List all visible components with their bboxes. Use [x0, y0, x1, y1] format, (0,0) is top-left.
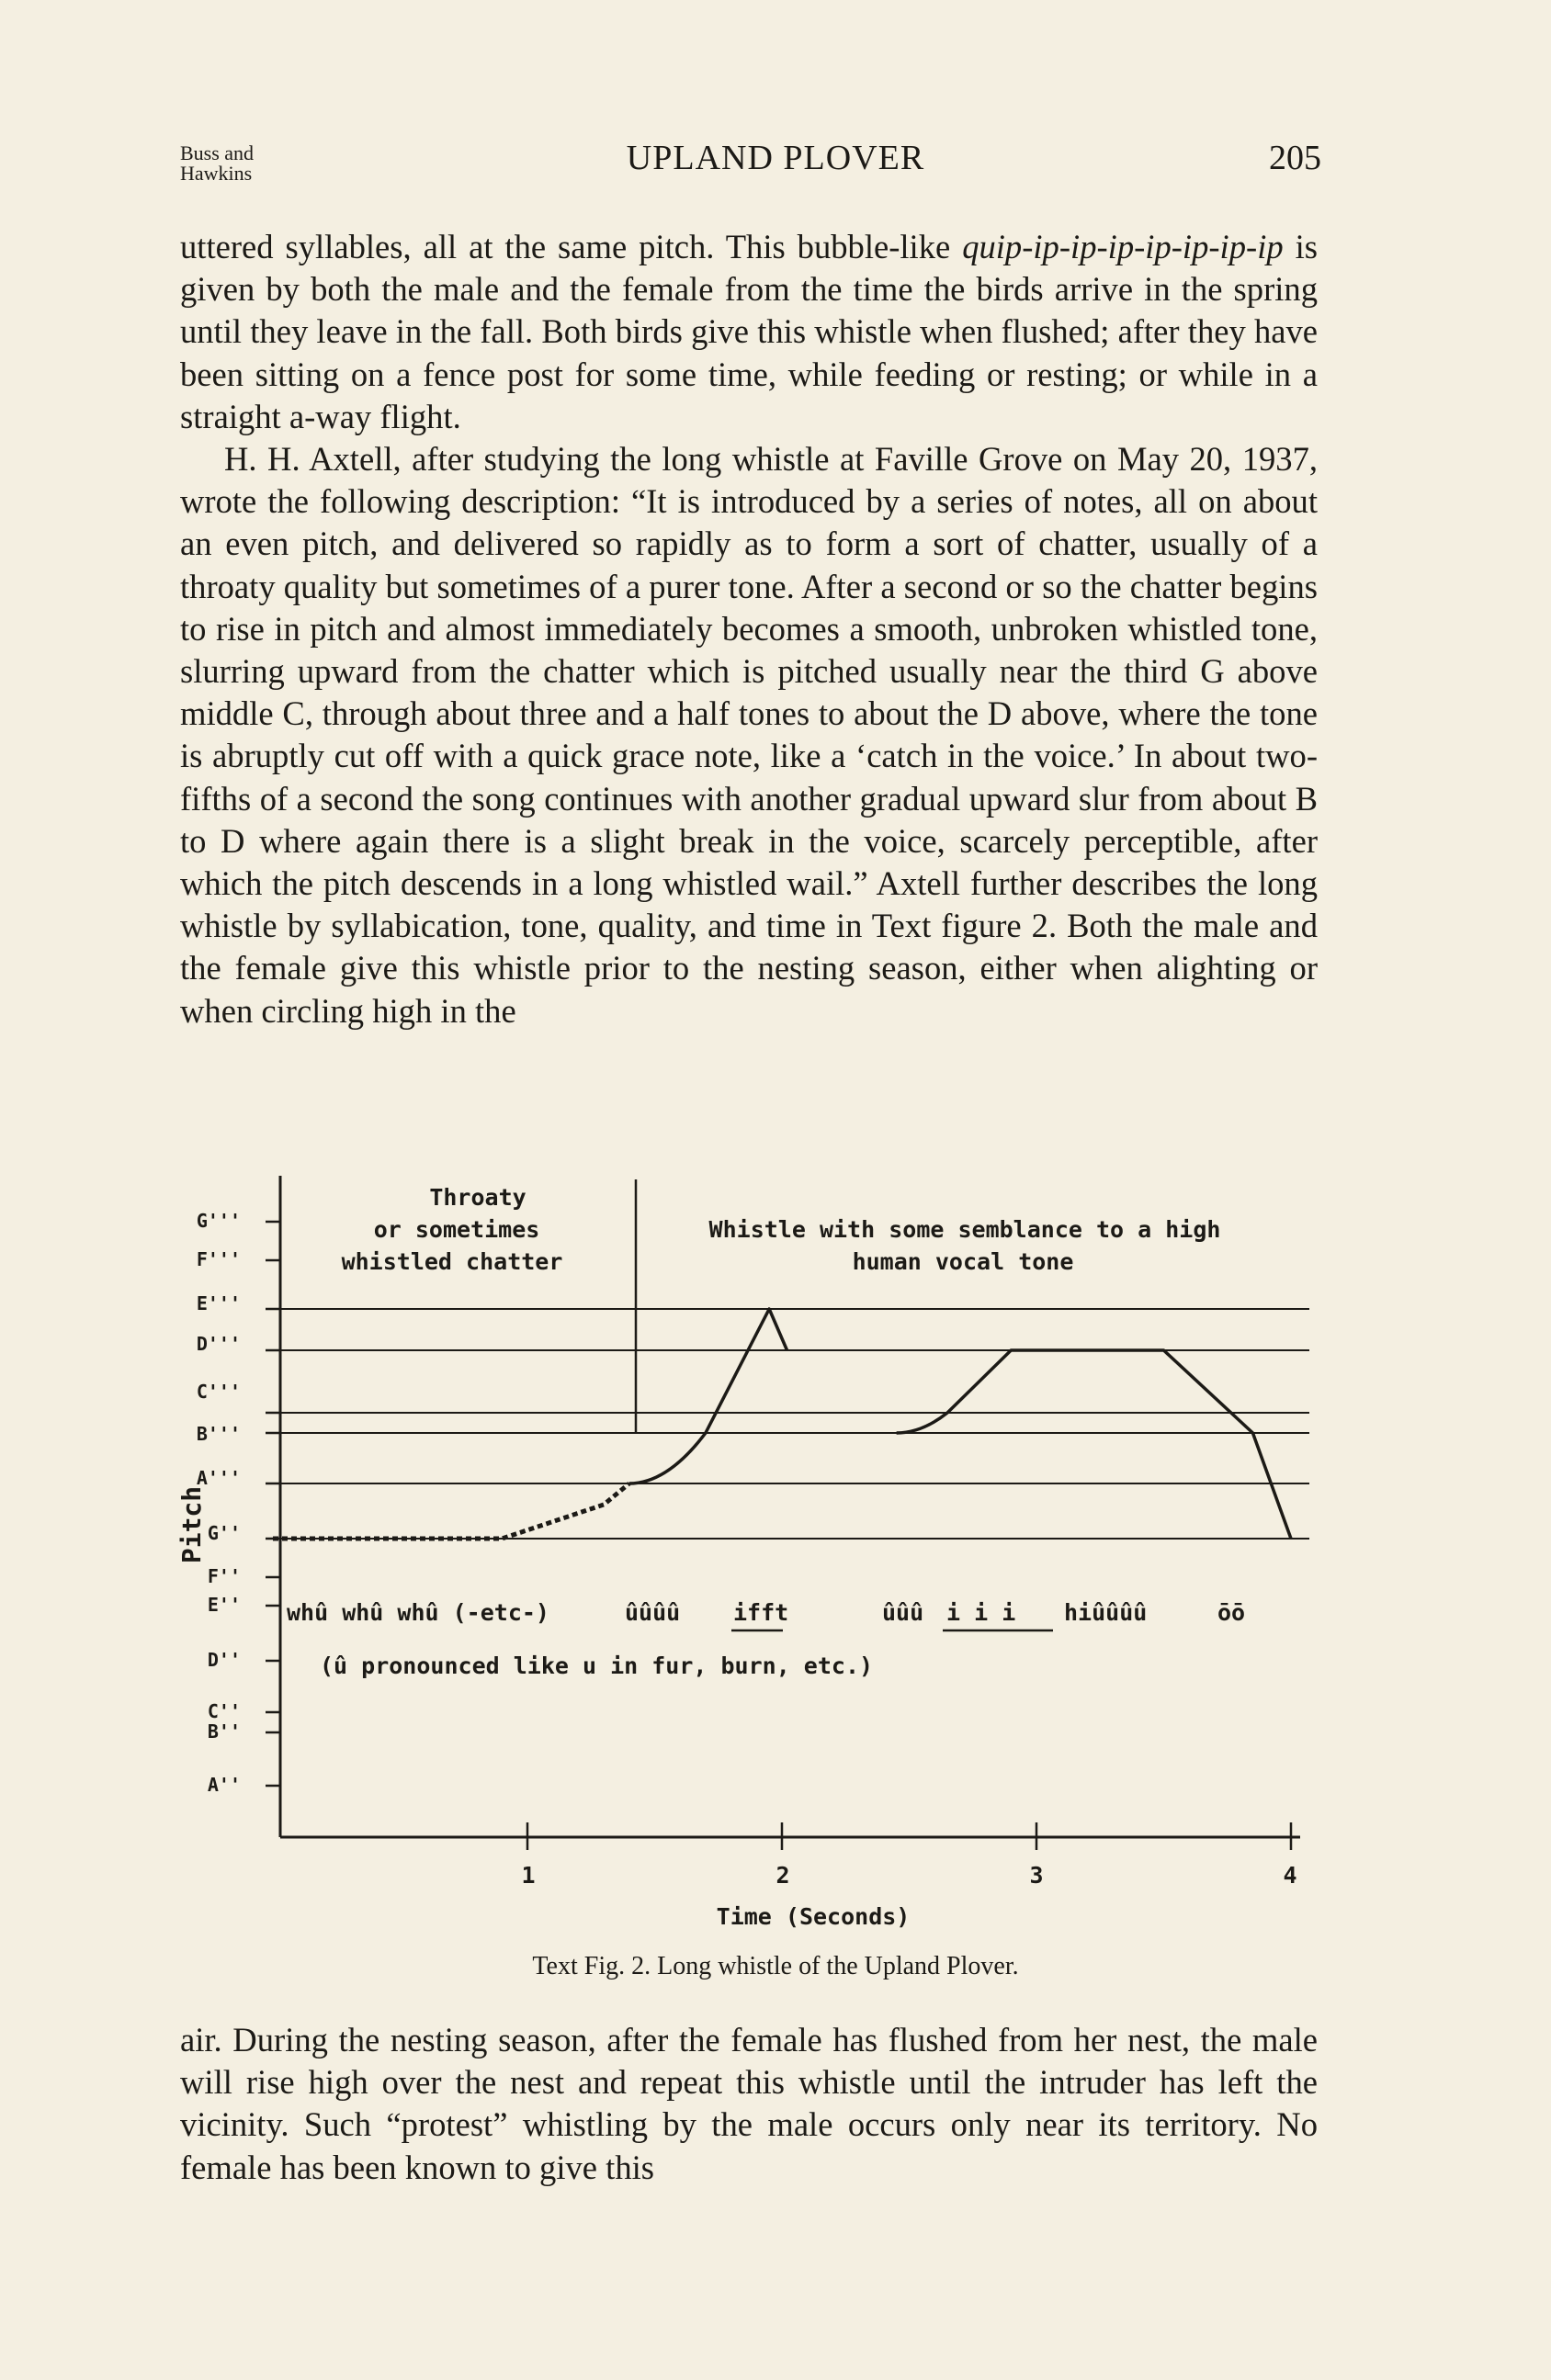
box2-line-1: Whistle with some semblance to a high — [708, 1216, 1221, 1243]
pitch-label-a3: A''' — [196, 1467, 241, 1489]
syllables-7: ōō — [1217, 1599, 1246, 1626]
pitch-label-c3: C''' — [196, 1381, 241, 1403]
x-axis-title: Time (Seconds) — [716, 1903, 911, 1930]
authors-line-1: Buss and — [180, 141, 255, 164]
pitch-label-b3: B''' — [196, 1423, 241, 1445]
syllables-5: i i i — [946, 1599, 1016, 1626]
pitch-label-b2: B'' — [207, 1720, 241, 1743]
pitch-label-d2: D'' — [207, 1649, 241, 1671]
figure-long-whistle — [0, 1167, 1551, 1993]
pitch-label-g3: G''' — [196, 1210, 241, 1232]
box2-line-2: human vocal tone — [852, 1248, 1074, 1275]
body-text-top — [180, 226, 1318, 1032]
pitch-label-f3: F''' — [196, 1248, 241, 1270]
box1-line-3: whistled chatter — [341, 1248, 563, 1275]
x-tick-label-4: 4 — [1283, 1862, 1297, 1889]
authors-line-2: Hawkins — [180, 162, 253, 185]
pitch-label-e2: E'' — [207, 1594, 241, 1616]
x-tick-label-1: 1 — [521, 1862, 536, 1889]
pitch-label-f2: F'' — [207, 1565, 241, 1587]
paragraph-3: air. During the nesting season, after the female has flushed from her nest, the male will rise high over the nest and repeat this whistle until the intruder has left the vicinity. Such “protest” whistling by the male occurs only near its territory. No female has been known to give this — [180, 2021, 1318, 2186]
box1-line-2: or sometimes — [373, 1216, 540, 1243]
pitch-curve-3 — [897, 1350, 1291, 1539]
paragraph-2: H. H. Axtell, after studying the long whistle at Faville Grove on May 20, 1937, wrote the following description: “It is introduced by a series of notes, all on about an even pitch, and delivered so rapidly as to form a sort of chatter, usually of a throaty quality but sometimes of a purer tone. After a second or so the chatter begins to rise in pitch and almost immediately becomes a smooth, unbroken whistled tone, slurring upward from the chatter which is pitched usually near the third G above middle C, through about three and a half tones to about the D above, where the tone is abruptly cut off with a quick grace note, like a ‘catch in the voice.’ In about two-fifths of a second the song continues with another gradual upward slur from about B to D where again there is a slight break in the voice, scarcely perceptible, after which the pitch descends in a long whistled wail.” Axtell further describes the long whistle by syllabication, tone, quality, and time in Text figure 2. Both the male and the female give this whistle prior to the nesting season, either when alighting or when circling high in the — [180, 440, 1318, 1030]
y-axis-title: Pitch — [176, 1485, 207, 1564]
box1-line-1: Throaty — [429, 1184, 526, 1211]
pitch-label-a2: A'' — [207, 1774, 241, 1796]
paragraph-1-italic: quip-ip-ip-ip-ip-ip-ip-ip — [962, 228, 1284, 265]
pronunciation-note: (û pronounced like u in fur, burn, etc.) — [320, 1652, 874, 1679]
pitch-curve-1 — [273, 1483, 629, 1539]
syllables-3: ifft — [733, 1599, 789, 1626]
pitch-label-c2: C'' — [207, 1700, 241, 1722]
syllables-4: ûûû — [882, 1599, 924, 1626]
pitch-label-g2: G'' — [207, 1522, 241, 1544]
body-text-bottom — [180, 2019, 1318, 2189]
syllables-6: hiûûûû — [1064, 1599, 1148, 1626]
paragraph-1-text-a: uttered syllables, all at the same pitch. This bubble-like — [180, 228, 963, 265]
pitch-time-chart — [0, 1167, 1551, 1993]
pitch-label-e3: E''' — [196, 1292, 241, 1314]
pitch-curve-2 — [629, 1309, 787, 1483]
page-number: 205 — [1269, 139, 1321, 177]
syllables-chatter: whû whû whû (-etc-) — [287, 1599, 549, 1626]
syllables-2: ûûûû — [625, 1599, 681, 1626]
pitch-label-d3: D''' — [196, 1333, 241, 1355]
paragraph-1 — [180, 226, 1318, 438]
figure-caption: Text Fig. 2. Long whistle of the Upland Plover. — [532, 1952, 1019, 1980]
running-head-title: UPLAND PLOVER — [626, 139, 925, 177]
x-tick-label-2: 2 — [776, 1862, 790, 1889]
x-tick-label-3: 3 — [1029, 1862, 1044, 1889]
paragraph-1-text-b: is given by both the male and the female from the time the birds arrive in the spring until they leave in the fall. Both birds give this whistle when flushed; after they have been sitting on a fence post for some time, while feeding or resting; or while in a straight a-way flight. — [180, 228, 1318, 435]
running-head — [0, 138, 1551, 193]
